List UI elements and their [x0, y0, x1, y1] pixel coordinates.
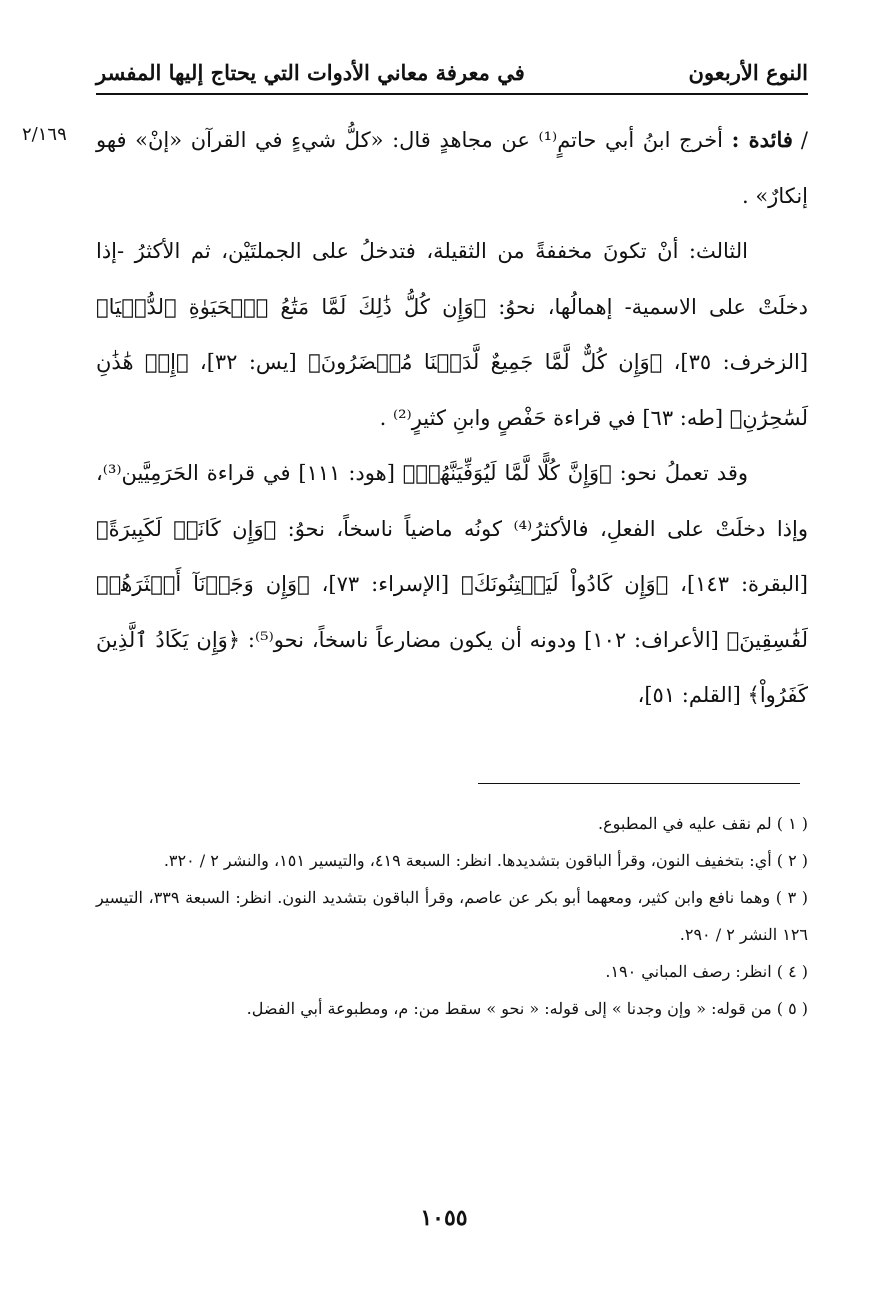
- footnote-text: وهما نافع وابن كثير، ومعهما أبو بكر عن عاصم، وقرأ الباقون بتشديد النون. انظر: السبعة ٣٣٩، التيسير ١٢٦ النشر ٢ / ٢٩٠.: [96, 888, 808, 944]
- page-break-mark: /: [800, 128, 808, 152]
- header-chapter-title: النوع الأربعون: [688, 59, 808, 85]
- footnote-number: ( ٤ ): [776, 962, 808, 981]
- footnote-number: ( ٣ ): [775, 888, 809, 907]
- footnote: [96, 805, 808, 842]
- footnote-number: ( ٥ ): [776, 999, 808, 1018]
- footnote: [96, 879, 808, 953]
- paragraph-2-text: الثالث: أنْ تكونَ مخففةً من الثقيلة، فتدخلُ على الجملتَيْن، ثم الأكثرُ -إذا دخلَتْ على الاسمية- إهمالُها، نحوُ: ﴿وَإِن كُلُّ ذَٰلِكَ لَمَّا مَتَٰعُ ٱلۡحَيَوٰةِ ٱلدُّنۡيَا﴾ [الزخرف: ٣٥]، ﴿وَإِن كُلٌّ لَّمَّا جَمِيعٌ لَّدَيۡنَا مُحۡضَرُونَ﴾ [يس: ٣٢]، ﴿إِنۡ هَٰذَٰنِ لَسَٰحِرَٰنِ﴾ [طه: ٦٣] في قراءة حَفْصٍ وابنِ كثيرٍ⁽²⁾ .: [96, 239, 809, 430]
- page-number: ١٠٥٥: [420, 1205, 468, 1231]
- paragraph-2: [96, 224, 808, 446]
- main-text: [96, 112, 808, 724]
- footnote: [96, 953, 808, 990]
- running-header: [96, 52, 808, 92]
- paragraph-1: [96, 112, 808, 224]
- footnote: [96, 842, 808, 879]
- footnote-number: ( ٢ ): [776, 851, 808, 870]
- footnote-number: ( ١ ): [776, 814, 808, 833]
- footnote-text: لم نقف عليه في المطبوع.: [598, 814, 772, 833]
- footnote-text: انظر: رصف المباني ١٩٠.: [605, 962, 772, 981]
- note-label: فائدة :: [731, 127, 793, 152]
- margin-reference: ٢/١٦٩: [22, 124, 67, 145]
- footnotes: [96, 805, 808, 1027]
- header-section-title: في معرفة معاني الأدوات التي يحتاج إليها المفسر: [96, 59, 525, 85]
- paragraph-3: [96, 446, 808, 724]
- footnote-text: أي: بتخفيف النون، وقرأ الباقون بتشديدها. انظر: السبعة ٤١٩، والتيسير ١٥١، والنشر ٢ / ٣٢٠.: [163, 851, 772, 870]
- paragraph-1-text: أخرج ابنُ أبي حاتمٍ⁽¹⁾ عن مجاهدٍ قال: «كلُّ شيءٍ في القرآن «إنْ» فهو إنكارٌ» .: [96, 128, 808, 208]
- footnote: [96, 990, 808, 1027]
- footnote-text: من قوله: « وإن وجدنا » إلى قوله: « نحو » سقط من: م، ومطبوعة أبي الفضل.: [246, 999, 772, 1018]
- footnote-rule: [478, 783, 800, 784]
- header-rule: [96, 93, 808, 95]
- paragraph-3-text: وقد تعملُ نحو: ﴿وَإِنَّ كُلًّا لَّمَّا لَيُوَفِّيَنَّهُمۡ﴾ [هود: ١١١] في قراءة الحَرَمِيَّين⁽³⁾، وإذا دخلَتْ على الفعلِ، فالأكثرُ⁽⁴⁾ كونُه ماضياً ناسخاً، نحوُ: ﴿وَإِن كَانَتۡ لَكَبِيرَةً﴾ [البقرة: ١٤٣]، ﴿وَإِن كَادُواْ لَيَفۡتِنُونَكَ﴾ [الإسراء: ٧٣]، ﴿وَإِن وَجَدۡنَآ أَكۡثَرَهُمۡ لَفَٰسِقِينَ﴾ [الأعراف: ١٠٢] ودونه أن يكون مضارعاً ناسخاً، نحو⁽⁵⁾: ﴿وَإِن يَكَادُ ٱلَّذِينَ كَفَرُواْ﴾ [القلم: ٥١]،: [96, 461, 809, 707]
